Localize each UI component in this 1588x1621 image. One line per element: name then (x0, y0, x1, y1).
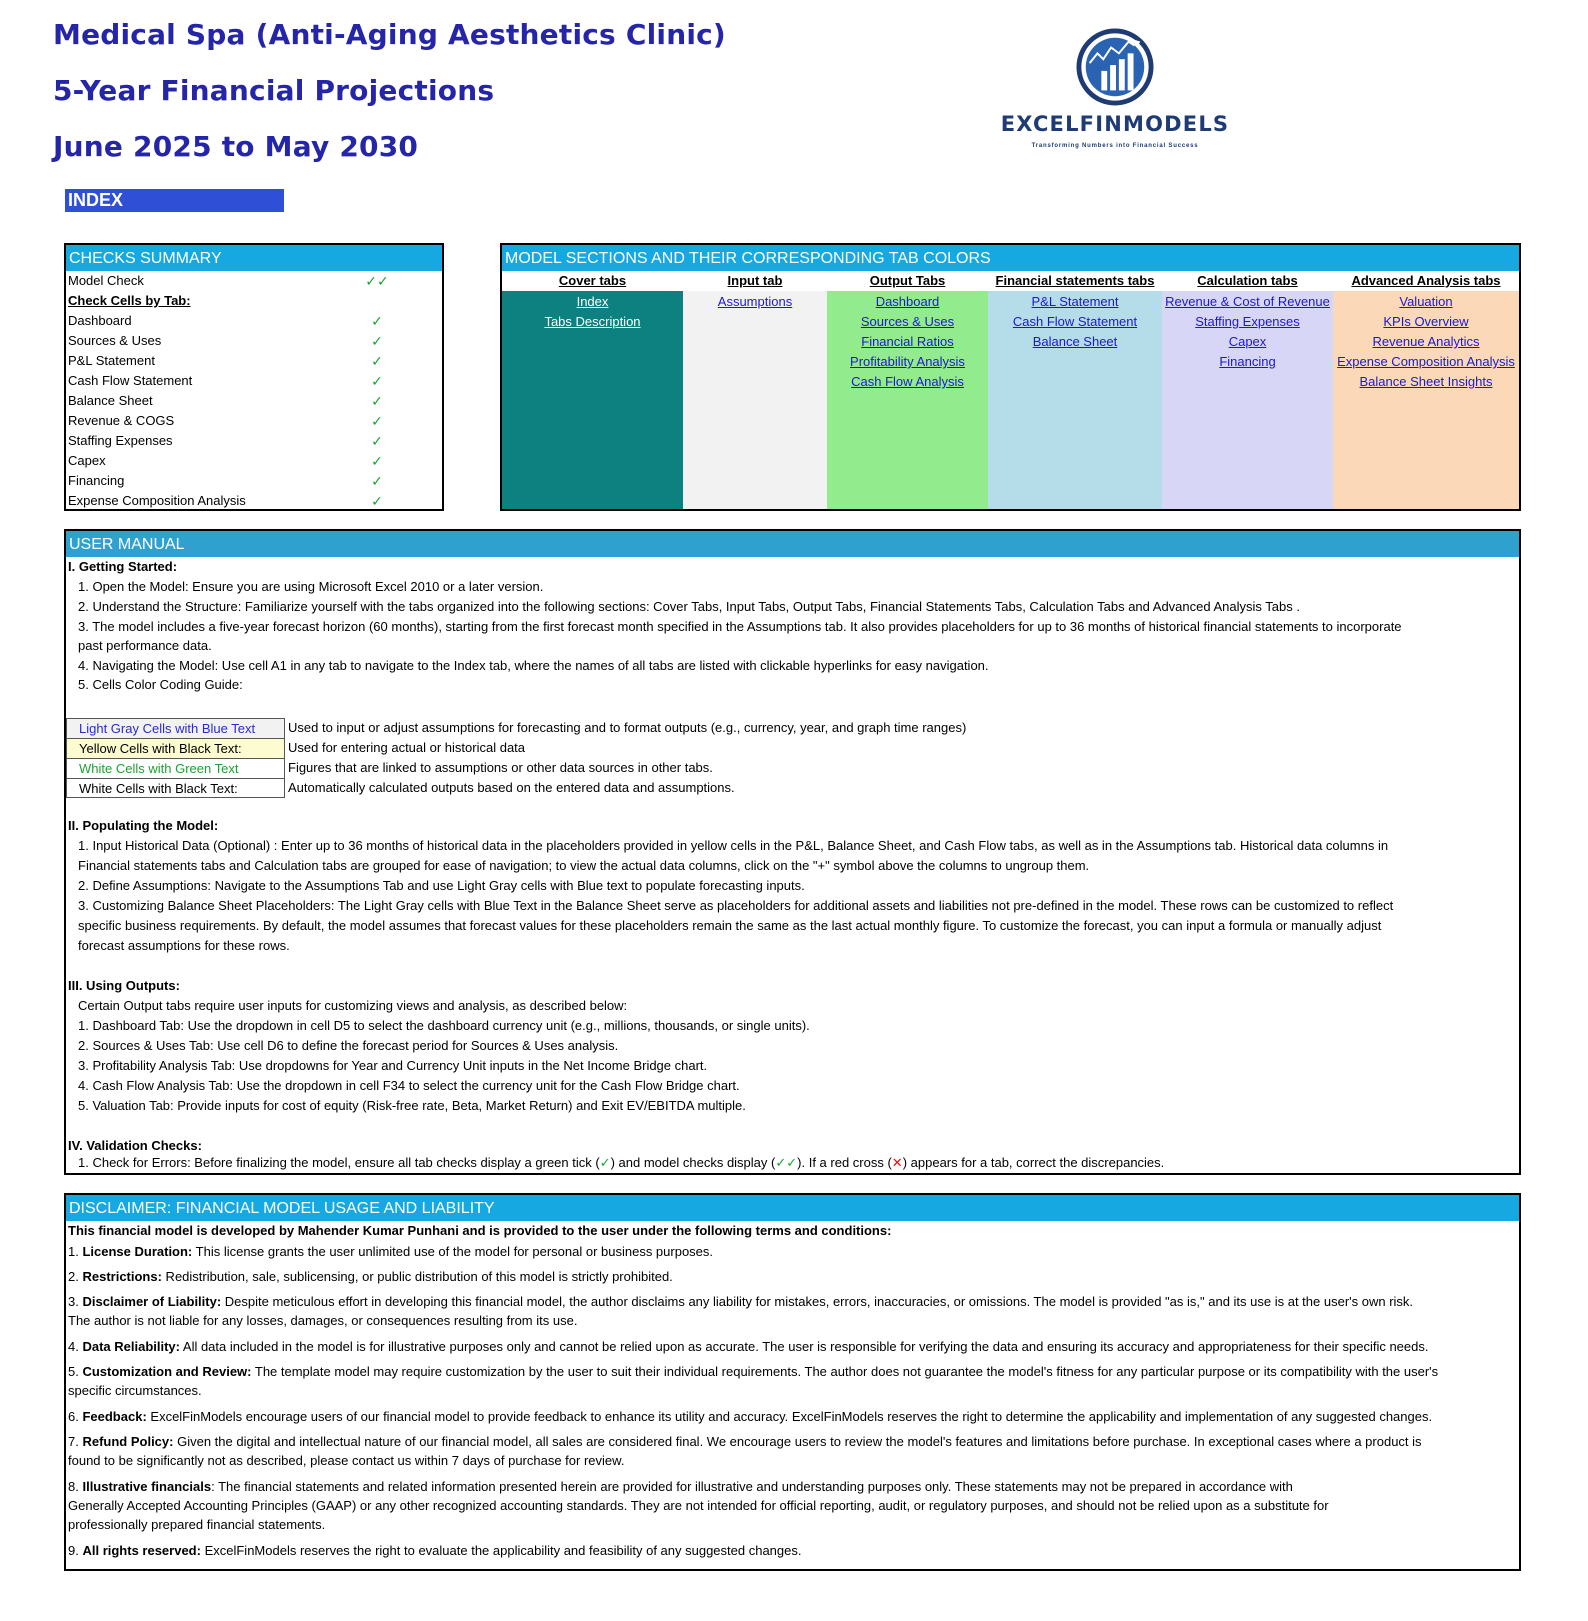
manual-line: 4. Cash Flow Analysis Tab: Use the dropdown in cell F34 to select the currency unit for the Cash Flow Bridge chart. (78, 1078, 740, 1093)
section-body (988, 291, 1162, 509)
using-outputs-heading: III. Using Outputs: (68, 978, 180, 993)
validation-text: 1. Check for Errors: Before finalizing the model, ensure all tab checks display a green tick ( (78, 1155, 600, 1170)
section-financial-statements-tabs (988, 271, 1162, 509)
page-subtitle: 5-Year Financial Projections (53, 74, 495, 107)
section-body (1333, 291, 1519, 509)
manual-line: 2. Define Assumptions: Navigate to the Assumptions Tab and use Light Gray cells with Blue text to populate forecasting inputs. (78, 878, 805, 893)
disclaimer-item-cont: Generally Accepted Accounting Principles (GAAP) or any other recognized accounting standards. They are not intended for official reporting, audit, or regulatory purposes, and should not be relied upon as a substitute for (68, 1498, 1329, 1513)
check-row (66, 371, 442, 391)
disclaimer-title: DISCLAIMER: FINANCIAL MODEL USAGE AND LIABILITY (66, 1195, 1519, 1221)
legend-description: Used for entering actual or historical data (288, 740, 526, 755)
logo-tagline: Transforming Numbers into Financial Success (1031, 143, 1199, 149)
check-row (66, 411, 442, 431)
disclaimer-item-cont: professionally prepared financial statements. (68, 1517, 326, 1532)
section-body (683, 291, 827, 509)
section-header: Advanced Analysis tabs (1333, 271, 1519, 291)
section-header: Output Tabs (827, 271, 988, 291)
check-icon: ✓ (371, 333, 383, 349)
section-header: Input tab (683, 271, 827, 291)
check-row (66, 391, 442, 411)
check-icon: ✓ (371, 313, 383, 329)
check-row (66, 471, 442, 491)
section-body (502, 291, 683, 509)
legend-swatch: White Cells with Green Text (66, 758, 285, 778)
index-label: INDEX (65, 189, 284, 212)
check-icon: ✓ (599, 1155, 611, 1170)
disclaimer-item: 7. Refund Policy: Given the digital and intellectual nature of our financial model, all sales are considered final. We encourage users to review the model's features and limitations before purchase. In exceptional cases where a product is (68, 1434, 1422, 1449)
tab-link[interactable]: Cash Flow Statement (1012, 314, 1138, 329)
disclaimer-item: 6. Feedback: ExcelFinModels encourage users of our financial model to provide feedback to enhance its utility and accuracy. ExcelFinModels reserves the right to determine the applicability and implementation of any suggested changes. (68, 1409, 1433, 1424)
disclaimer-item: 2. Restrictions: Redistribution, sale, sublicensing, or public distribution of this model is strictly prohibited. (68, 1269, 673, 1284)
manual-line: 1. Dashboard Tab: Use the dropdown in cell D5 to select the dashboard currency unit (e.g., millions, thousands, or single units). (78, 1018, 810, 1033)
disclaimer-item: 1. License Duration: This license grants the user unlimited use of the model for personal or business purposes. (68, 1244, 714, 1259)
manual-line: 3. Customizing Balance Sheet Placeholders: The Light Gray cells with Blue Text in the Balance Sheet serve as placeholders for additional assets and liabilities not pre-defined in the model. These rows can be customized to reflect (78, 898, 1394, 913)
chart-growth-icon (1076, 28, 1154, 106)
model-check-label: Model Check (68, 273, 144, 288)
manual-line: specific business requirements. By default, the model assumes that forecast values for these placeholders remain the same as the last actual monthly figure. To customize the forecast, you can input a formula or manually adjust (78, 918, 1382, 933)
check-icon: ✓ (371, 413, 383, 429)
section-header: Financial statements tabs (988, 271, 1162, 291)
validation-text: ). If a red cross ( (797, 1155, 892, 1170)
check-row (66, 351, 442, 371)
disclaimer-item: 4. Data Reliability: All data included in the model is for illustrative purposes only and cannot be relied upon as accurate. The user is responsible for verifying the data and ensuring its accuracy and appropriateness for their specific needs. (68, 1339, 1429, 1354)
disclaimer-panel (64, 1193, 1521, 1571)
disclaimer-intro: This financial model is developed by Mahender Kumar Punhani and is provided to the user under the following terms and conditions: (68, 1223, 892, 1238)
user-manual-panel (64, 529, 1521, 1175)
check-icon: ✓ (371, 393, 383, 409)
section-header: Cover tabs (502, 271, 683, 291)
section-output-tabs (827, 271, 988, 509)
manual-line: 3. The model includes a five-year forecast horizon (60 months), starting from the first forecast month specified in the Assumptions tab. It also provides placeholders for up to 36 months of historical financial statements to incorporate (78, 619, 1402, 634)
legend-description: Figures that are linked to assumptions or other data sources in other tabs. (288, 760, 713, 775)
check-icon: ✓ (371, 453, 383, 469)
check-tab-label: Staffing Expenses (68, 433, 173, 448)
manual-line: 2. Understand the Structure: Familiarize yourself with the tabs organized into the following sections: Cover Tabs, Input Tabs, Output Tabs, Financial Statements Tabs, Calculation Tabs and Advanced Analysis Tabs . (78, 599, 1300, 614)
legend-description: Used to input or adjust assumptions for forecasting and to format outputs (e.g., currency, year, and graph time ranges) (288, 720, 967, 735)
check-row (66, 331, 442, 351)
disclaimer-item: 5. Customization and Review: The template model may require customization by the user to suit their individual requirements. The author does not guarantee the model's fitness for any particular purpose or its compatibility with the user's (68, 1364, 1439, 1379)
tab-link[interactable]: Expense Composition Analysis (1337, 354, 1515, 369)
check-tab-label: Sources & Uses (68, 333, 162, 348)
legend-swatch: Light Gray Cells with Blue Text (66, 718, 285, 738)
manual-line: Financial statements tabs and Calculation tabs are grouped for ease of navigation; to view the actual data columns, click on the "+" symbol above the columns to ungroup them. (78, 858, 1090, 873)
model-check-row (66, 271, 442, 291)
check-row (66, 451, 442, 471)
check-tab-label: Dashboard (68, 313, 132, 328)
logo (1000, 24, 1230, 154)
tab-link[interactable]: Tabs Description (544, 314, 641, 329)
tab-link[interactable]: Revenue Analytics (1372, 334, 1480, 349)
disclaimer-item: 8. Illustrative financials: The financial statements and related information presented herein are provided for illustrative and understanding purposes only. These statements may not be prepared in accordance with (68, 1479, 1293, 1494)
section-header: Calculation tabs (1162, 271, 1333, 291)
cross-icon: ✕ (891, 1155, 903, 1170)
validation-text: ) appears for a tab, correct the discrepancies. (902, 1155, 1165, 1170)
double-check-icon: ✓✓ (775, 1155, 798, 1170)
check-list (66, 311, 442, 511)
disclaimer-item-cont: The author is not liable for any losses, damages, or consequences resulting from its use. (68, 1313, 578, 1328)
check-icon: ✓ (371, 353, 383, 369)
manual-line: 1. Input Historical Data (Optional) : Enter up to 36 months of historical data in the placeholders provided in yellow cells in the P&L, Balance Sheet, and Cash Flow tabs, as well as in the Assumptions tab. Historical data columns in (78, 838, 1389, 853)
tab-link[interactable]: KPIs Overview (1383, 314, 1469, 329)
legend-swatch: White Cells with Black Text: (66, 778, 285, 798)
check-tab-label: P&L Statement (68, 353, 155, 368)
check-icon: ✓ (371, 473, 383, 489)
validation-text: ) and model checks display ( (610, 1155, 776, 1170)
check-tab-label: Balance Sheet (68, 393, 153, 408)
disclaimer-item: 9. All rights reserved: ExcelFinModels reserves the right to evaluate the applicability and feasibility of any suggested changes. (68, 1543, 802, 1558)
model-sections-title: MODEL SECTIONS AND THEIR CORRESPONDING TAB COLORS (502, 245, 1519, 271)
manual-line: past performance data. (78, 638, 212, 653)
tab-link[interactable]: Staffing Expenses (1195, 314, 1300, 329)
check-tab-label: Capex (68, 453, 106, 468)
tab-link[interactable]: Balance Sheet (1032, 334, 1118, 349)
section-cover-tabs (502, 271, 683, 509)
check-cells-subheader: Check Cells by Tab: (68, 293, 191, 308)
check-tab-label: Revenue & COGS (68, 413, 175, 428)
manual-line (78, 1154, 1164, 1172)
tab-link[interactable]: Balance Sheet Insights (1359, 374, 1493, 389)
manual-line: 5. Valuation Tab: Provide inputs for cost of equity (Risk-free rate, Beta, Market Return) and Exit EV/EBITDA multiple. (78, 1098, 746, 1113)
legend-swatch: Yellow Cells with Black Text: (66, 738, 285, 758)
check-tab-label: Expense Composition Analysis (68, 493, 246, 508)
tab-link[interactable]: Valuation (1399, 294, 1453, 309)
tab-link[interactable]: Revenue & Cost of Revenue (1165, 294, 1330, 309)
checks-summary-panel (64, 243, 444, 511)
check-tab-label: Cash Flow Statement (68, 373, 193, 388)
tab-link[interactable]: Cash Flow Analysis (851, 374, 964, 389)
user-manual-title: USER MANUAL (66, 531, 1519, 557)
manual-line: 1. Open the Model: Ensure you are using Microsoft Excel 2010 or a later version. (78, 579, 544, 594)
section-advanced-analysis-tabs (1333, 271, 1519, 509)
tab-link[interactable]: Financing (1219, 354, 1276, 369)
model-sections-panel (500, 243, 1521, 511)
check-icon: ✓ (371, 373, 383, 389)
tab-link[interactable]: Financial Ratios (861, 334, 954, 349)
check-row (66, 491, 442, 511)
tab-link[interactable]: Assumptions (717, 294, 793, 309)
manual-line: 3. Profitability Analysis Tab: Use dropdowns for Year and Currency Unit inputs in the Net Income Bridge chart. (78, 1058, 708, 1073)
section-body (1162, 291, 1333, 509)
disclaimer-item: 3. Disclaimer of Liability: Despite meticulous effort in developing this financial model, the author disclaims any liability for mistakes, errors, inaccuracies, or omissions. The model is provided "as is," and its use is at the user's own risk. (68, 1294, 1414, 1309)
disclaimer-item-cont: found to be significantly not as described, please contact us within 7 days of purchase for review. (68, 1453, 625, 1468)
tab-link[interactable]: Profitability Analysis (850, 354, 965, 369)
section-body (827, 291, 988, 509)
checks-summary-title: CHECKS SUMMARY (66, 245, 442, 271)
getting-started-heading: I. Getting Started: (68, 559, 178, 574)
tab-link[interactable]: Capex (1228, 334, 1267, 349)
check-icon: ✓ (371, 433, 383, 449)
manual-line: 2. Sources & Uses Tab: Use cell D6 to define the forecast period for Sources & Uses analysis. (78, 1038, 619, 1053)
tab-link[interactable]: Dashboard (875, 294, 940, 309)
section-calculation-tabs (1162, 271, 1333, 509)
manual-line: forecast assumptions for these rows. (78, 938, 290, 953)
logo-name: EXCELFINMODELS (1000, 112, 1230, 136)
tab-link[interactable]: Index (576, 294, 609, 309)
check-icon: ✓ (371, 493, 383, 509)
manual-line: 5. Cells Color Coding Guide: (78, 677, 243, 692)
forecast-period: June 2025 to May 2030 (53, 130, 419, 163)
validation-heading: IV. Validation Checks: (68, 1138, 202, 1153)
page-title: Medical Spa (Anti-Aging Aesthetics Clinic) (53, 18, 726, 51)
check-tab-label: Financing (68, 473, 125, 488)
section-input-tab (683, 271, 827, 509)
manual-line: 4. Navigating the Model: Use cell A1 in any tab to navigate to the Index tab, where the names of all tabs are listed with clickable hyperlinks for easy navigation. (78, 658, 989, 673)
double-check-icon: ✓✓ (365, 273, 389, 289)
manual-line: Certain Output tabs require user inputs for customizing views and analysis, as described below: (78, 998, 628, 1013)
sections-grid (502, 271, 1519, 509)
check-row (66, 311, 442, 331)
disclaimer-item-cont: specific circumstances. (68, 1383, 202, 1398)
tab-link[interactable]: P&L Statement (1031, 294, 1119, 309)
legend-description: Automatically calculated outputs based on the entered data and assumptions. (288, 780, 735, 795)
check-row (66, 431, 442, 451)
populating-heading: II. Populating the Model: (68, 818, 219, 833)
tab-link[interactable]: Sources & Uses (860, 314, 955, 329)
